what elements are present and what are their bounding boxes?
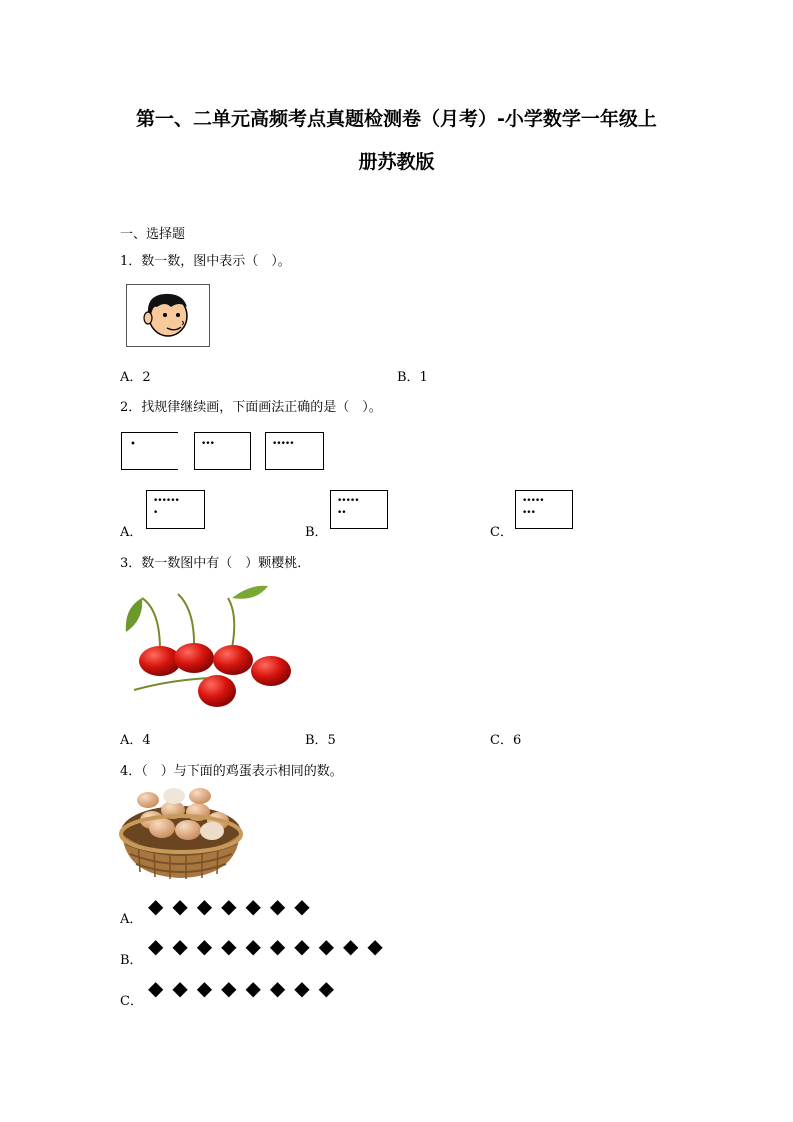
pattern-dots: ••• [201, 439, 214, 449]
boy-face-illustration [127, 285, 209, 346]
question-3-option-a: A．4 [120, 733, 151, 748]
option-dots-row-1: •••••• [153, 496, 179, 506]
question-4-option-a-label: A． [120, 912, 143, 927]
question-2-option-b-label: B． [305, 525, 328, 540]
option-dots-row-2: ••• [522, 508, 535, 518]
option-dots-row-1: ••••• [522, 496, 544, 506]
question-1-option-b: B．1 [397, 370, 428, 385]
question-2-option-a-box [146, 490, 205, 529]
cherries-illustration [120, 580, 295, 712]
question-4-option-c-label: C． [120, 994, 143, 1009]
question-3-option-b: B．5 [305, 733, 336, 748]
egg-basket-image [118, 788, 244, 880]
question-2-option-c-box [515, 490, 573, 529]
question-1-option-a: A．2 [120, 370, 151, 385]
pattern-box-1 [121, 432, 178, 470]
option-dots-row-1: ••••• [337, 496, 359, 506]
question-3-option-c: C．6 [490, 733, 522, 748]
pattern-dots: • [130, 439, 136, 450]
pattern-box-3 [265, 432, 324, 470]
question-4-option-c-diamonds: ◆◆◆◆◆◆◆◆ [148, 976, 344, 1000]
question-2-option-a-label: A． [120, 525, 143, 540]
question-4-option-a-diamonds: ◆◆◆◆◆◆◆ [148, 894, 319, 918]
boy-face-image [126, 284, 210, 347]
page-title: 第一、二单元高频考点真题检测卷（月考）-小学数学一年级上 [136, 108, 657, 130]
question-4-option-b-diamonds: ◆◆◆◆◆◆◆◆◆◆ [148, 934, 392, 958]
option-dots-row-2: •• [337, 508, 346, 518]
question-2-option-b-box [330, 490, 388, 529]
pattern-dots: ••••• [272, 439, 294, 449]
question-1-text: 1．数一数，图中表示（ ）。 [120, 254, 291, 269]
question-2-text: 2．找规律继续画，下面画法正确的是（ ）。 [120, 400, 382, 415]
question-2-option-c-label: C． [490, 525, 513, 540]
page-title-continued: 册苏教版 [358, 151, 435, 173]
egg-basket-illustration [118, 788, 244, 880]
question-4-option-b-label: B． [120, 953, 143, 968]
cherries-image [120, 580, 295, 712]
option-dots-row-2: • [153, 508, 158, 518]
question-4-text: 4．（ ）与下面的鸡蛋表示相同的数。 [120, 764, 343, 779]
question-3-text: 3．数一数图中有（ ）颗樱桃． [120, 556, 311, 571]
section-heading: 一、选择题 [120, 227, 186, 242]
pattern-box-2 [194, 432, 251, 470]
